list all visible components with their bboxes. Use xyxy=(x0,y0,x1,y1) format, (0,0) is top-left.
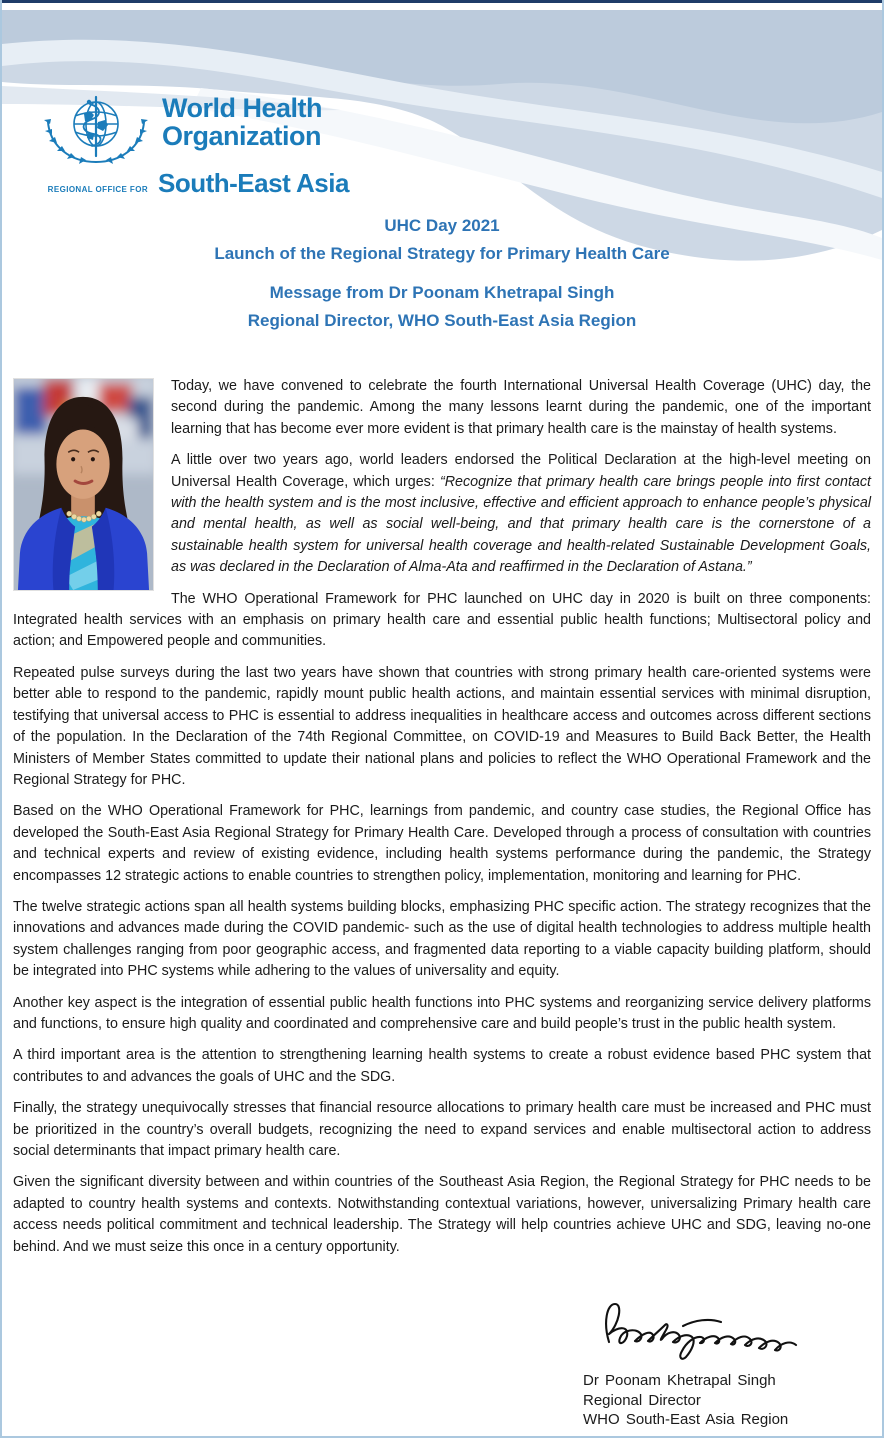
paragraph-2-intro: A little over two years ago, world leaders endorsed the Political Declaration at the high-level meeting on Universal Health Coverage, which urges: xyxy=(171,452,871,490)
title-line2: Launch of the Regional Strategy for Primary Health Care xyxy=(214,244,670,263)
logo-region: South-East Asia xyxy=(158,168,349,198)
top-accent-line xyxy=(2,0,882,3)
who-emblem-icon xyxy=(40,94,152,166)
portrait-photo xyxy=(13,378,154,591)
subtitle-line1: Message from Dr Poonam Khetrapal Singh xyxy=(269,283,615,302)
body-paragraph-5: Based on the WHO Operational Framework for PHC, learnings from pandemic, and country case studies, the Regional Office has developed the South-East Asia Regional Strategy for Primary Health Care. Developed through a process of consultation with countries and technical experts and review of existing evidence, including health systems performance during the pandemic, the Strategy encompasses 12 strategic actions to enable countries to strengthen policy, implementation, monitoring and learning for PHC. xyxy=(13,803,871,884)
logo-org-line2: Organization xyxy=(162,121,322,151)
portrait-photo-graphic xyxy=(14,379,153,590)
body-paragraph-9: Finally, the strategy unequivocally stresses that financial resource allocations to primary health care must be increased and PHC must be prioritized in the country’s overall budgets, recognizing the need to expand services and enable multisectoral action to address social determinants that impact primary health care. xyxy=(13,1100,871,1159)
body-paragraph-4: Repeated pulse surveys during the last two years have shown that countries with strong primary health care-oriented systems were better able to respond to the pandemic, rapidly mount public health actions, and maintain essential services with minimal disruption, testifying that universal access to PHC is essential to address inequalities in healthcare access and outcomes across different sections of the population. In the Declaration of the 74th Regional Committee, on COVID-19 and Measures to Build Back Better, the Health Ministers of Member States committed to update their national plans and policies to reflect the WHO Operational Framework and the Regional Strategy for PHC. xyxy=(13,664,871,788)
paragraph-2-quote: “Recognize that primary health care brings people into first contact with the health system and is the most inclusive, effective and efficient approach to enhance people’s physical and mental health, as well as social well-being, and that primary health care is the cornerstone of a sustainable health system for universal health coverage and health-related Sustainable Development Goals, as was declared in the Declaration of Alma-Ata and reaffirmed in the Declaration of Astana.” xyxy=(171,473,871,576)
message-body xyxy=(2,376,882,1268)
who-logo xyxy=(40,94,349,199)
logo-org-line1: World Health xyxy=(162,93,323,123)
signatory-title: Regional Director xyxy=(583,1391,701,1409)
body-paragraph-1: Today, we have convened to celebrate the fourth International Universal Health Coverage (UHC) day, the second during the pandemic. Among the many lessons learnt during the pandemic, one of the important learning that has become ever more evident is that primary health care is the mainstay of health systems. xyxy=(171,378,871,437)
body-paragraph-10: Given the significant diversity between and within countries of the Southeast Asia Region, the Regional Strategy for PHC needs to be adapted to country health systems and contexts. Notwithstanding contextual variations, however, universalizing Primary health care access needs political commitment and technical leadership. The Strategy will help countries achieve UHC and SDG, leaving no-one behind. And we must seize this once in a century opportunity. xyxy=(13,1174,871,1255)
body-paragraph-3: The WHO Operational Framework for PHC launched on UHC day in 2020 is built on three components: Integrated health services with an emphasis on primary health care and essential public health functions; Multisectoral policy and action; and Empowered people and communities. xyxy=(13,590,871,650)
body-paragraph-8: A third important area is the attention to strengthening learning health systems to create a robust evidence based PHC system that contributes to and advances the goals of UHC and the SDG. xyxy=(13,1047,871,1085)
signature-script xyxy=(595,1296,810,1362)
body-paragraph-7: Another key aspect is the integration of essential public health functions into PHC systems and reorganizing service delivery platforms and functions, to ensure high quality and coordinated and comprehensive care and build people’s trust in the public health system. xyxy=(13,994,871,1032)
subtitle-line2: Regional Director, WHO South-East Asia Region xyxy=(247,311,637,330)
signatory-org: WHO South-East Asia Region xyxy=(583,1411,789,1428)
signature-block xyxy=(583,1296,838,1430)
document-header xyxy=(2,212,882,335)
title-line1: UHC Day 2021 xyxy=(384,216,500,235)
logo-office-prefix: REGIONAL OFFICE FOR xyxy=(47,185,148,194)
body-paragraph-6: The twelve strategic actions span all health systems building blocks, emphasizing PHC specific action. The strategy recognizes that the innovations and advances made during the COVID pandemic- such as the use of digital health technologies to address multiple health system challenges ranging from poor geographic access, and fragmented data reporting to a viable capacity building platform, should be integrated into PHC systems while adhering to the values of universality and equity. xyxy=(13,898,871,980)
signatory-name: Dr Poonam Khetrapal Singh xyxy=(583,1372,776,1389)
